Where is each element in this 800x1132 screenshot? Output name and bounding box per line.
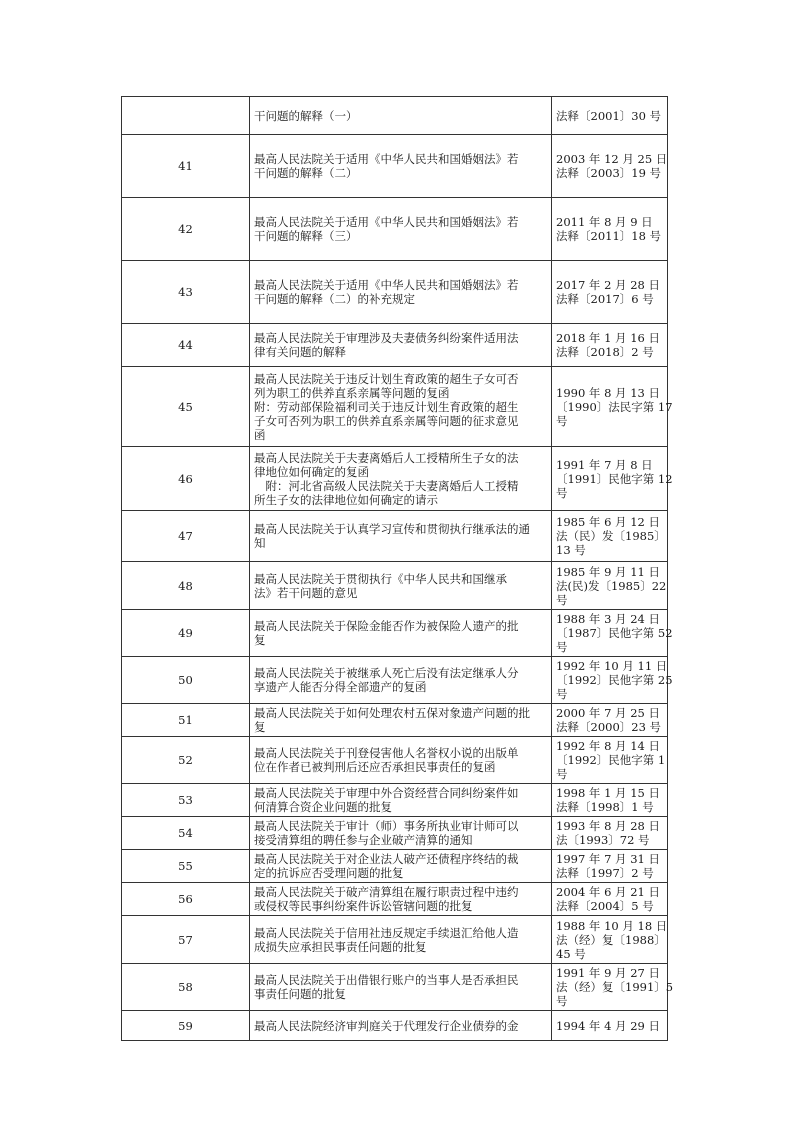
date-line: 号 bbox=[556, 640, 568, 654]
row-number: 55 bbox=[122, 850, 250, 883]
table-row bbox=[122, 850, 668, 883]
document-title bbox=[250, 1011, 552, 1041]
date-and-doc-number bbox=[552, 447, 673, 511]
title-line: 最高人民法院关于对企业法人破产还债程序终结的裁 bbox=[254, 852, 519, 866]
title-line: 最高人民法院关于信用社违反规定手续退汇给他人造 bbox=[254, 925, 519, 940]
document-title bbox=[250, 850, 552, 883]
title-line: 律地位如何确定的复函 bbox=[254, 464, 369, 479]
title-line: 最高人民法院关于贯彻执行《中华人民共和国继承 bbox=[254, 571, 507, 586]
row-number bbox=[122, 97, 250, 135]
title-line: 最高人民法院关于违反计划生育政策的超生子女可否 bbox=[254, 371, 519, 386]
date-and-doc-number bbox=[552, 737, 668, 784]
document-title bbox=[250, 784, 552, 817]
date-line: 法(民)发〔1985〕22 bbox=[556, 578, 667, 593]
table-row bbox=[122, 562, 668, 610]
date-and-doc-number bbox=[552, 511, 668, 562]
date-line: 法释〔2004〕5 号 bbox=[556, 899, 654, 913]
row-number: 49 bbox=[122, 610, 250, 657]
date-line: 2004 年 6 月 21 日 bbox=[556, 885, 660, 899]
document-title bbox=[250, 883, 552, 916]
date-line: 1992 年 8 月 14 日 bbox=[556, 739, 660, 753]
table-row bbox=[122, 1011, 668, 1041]
document-title bbox=[250, 610, 552, 657]
title-line: 定的抗诉应否受理问题的批复 bbox=[254, 866, 404, 880]
date-line: 法释〔2001〕30 号 bbox=[556, 108, 662, 123]
title-line: 最高人民法院关于破产清算组在履行职责过程中违约 bbox=[254, 885, 519, 899]
row-number: 44 bbox=[122, 324, 250, 367]
row-number: 45 bbox=[122, 367, 250, 447]
title-line: 子女可否列为职工的供养直系亲属等问题的征求意见 bbox=[254, 413, 519, 428]
table-row bbox=[122, 97, 668, 135]
table-row bbox=[122, 704, 668, 737]
title-line: 最高人民法院关于出借银行账户的当事人是否承担民 bbox=[254, 973, 519, 987]
date-line: 1991 年 9 月 27 日 bbox=[556, 966, 660, 980]
date-and-doc-number bbox=[552, 850, 668, 883]
row-number: 47 bbox=[122, 511, 250, 562]
document-title bbox=[250, 916, 552, 964]
date-and-doc-number bbox=[552, 916, 668, 964]
date-line: 号 bbox=[556, 485, 568, 500]
table-row bbox=[122, 447, 668, 511]
row-number: 53 bbox=[122, 784, 250, 817]
document-title bbox=[250, 817, 552, 850]
date-line: 〔1990〕法民字第 17 bbox=[556, 399, 673, 414]
title-line: 最高人民法院关于认真学习宣传和贯彻执行继承法的通 bbox=[254, 522, 530, 536]
table-body bbox=[122, 97, 674, 1041]
date-line: 号 bbox=[556, 592, 568, 607]
title-line: 事责任问题的批复 bbox=[254, 987, 346, 1001]
date-line: 1988 年 10 月 18 日 bbox=[556, 918, 668, 933]
date-line: 1994 年 4 月 29 日 bbox=[556, 1018, 660, 1033]
document-title bbox=[250, 737, 552, 784]
date-and-doc-number bbox=[552, 367, 673, 447]
title-line: 或侵权等民事纠纷案件诉讼管辖问题的批复 bbox=[254, 899, 473, 913]
title-line: 干问题的解释（二） bbox=[254, 166, 358, 180]
date-line: 1992 年 10 月 11 日 bbox=[556, 659, 668, 673]
document-title bbox=[250, 261, 552, 324]
title-line: 附：河北省高级人民法院关于夫妻离婚后人工授精 bbox=[254, 478, 519, 493]
date-line: 法（民）发〔1985〕 bbox=[556, 529, 666, 543]
date-line: 2000 年 7 月 25 日 bbox=[556, 706, 660, 720]
table-row bbox=[122, 817, 668, 850]
date-line: 2017 年 2 月 28 日 bbox=[556, 278, 660, 292]
date-and-doc-number bbox=[552, 817, 668, 850]
date-line: 13 号 bbox=[556, 543, 586, 557]
table-row bbox=[122, 916, 668, 964]
title-line: 接受清算组的聘任参与企业破产清算的通知 bbox=[254, 833, 473, 847]
date-and-doc-number bbox=[552, 562, 668, 610]
date-line: 〔1992〕民他字第 25 bbox=[556, 673, 673, 687]
document-title bbox=[250, 704, 552, 737]
date-line: 号 bbox=[556, 413, 568, 428]
row-number: 59 bbox=[122, 1011, 250, 1041]
title-line: 最高人民法院关于适用《中华人民共和国婚姻法》若 bbox=[254, 278, 519, 292]
table-row bbox=[122, 737, 668, 784]
date-line: 法〔1993〕72 号 bbox=[556, 833, 650, 847]
date-line: 1993 年 8 月 28 日 bbox=[556, 819, 660, 833]
date-line: 2003 年 12 月 25 日 bbox=[556, 152, 668, 166]
title-line: 何清算合资企业问题的批复 bbox=[254, 800, 392, 814]
date-line: 1985 年 6 月 12 日 bbox=[556, 515, 660, 529]
title-line: 干问题的解释（一） bbox=[254, 108, 358, 123]
document-title bbox=[250, 367, 552, 447]
document-title bbox=[250, 511, 552, 562]
table-row bbox=[122, 883, 668, 916]
date-line: 法释〔2003〕19 号 bbox=[556, 166, 662, 180]
date-line: 〔1991〕民他字第 12 bbox=[556, 471, 673, 486]
title-line: 最高人民法院关于审计（师）事务所执业审计师可以 bbox=[254, 819, 519, 833]
title-line: 最高人民法院关于夫妻离婚后人工授精所生子女的法 bbox=[254, 450, 519, 465]
title-line: 成损失应承担民事责任问题的批复 bbox=[254, 939, 427, 954]
date-and-doc-number bbox=[552, 324, 668, 367]
document-title bbox=[250, 562, 552, 610]
document-title bbox=[250, 657, 552, 704]
date-line: 法释〔2017〕6 号 bbox=[556, 292, 654, 306]
row-number: 41 bbox=[122, 135, 250, 198]
table-row bbox=[122, 511, 668, 562]
title-line: 最高人民法院经济审判庭关于代理发行企业债券的金 bbox=[254, 1018, 519, 1033]
title-line: 位在作者已被判刑后还应否承担民事责任的复函 bbox=[254, 760, 496, 774]
table-row bbox=[122, 367, 668, 447]
title-line: 附：劳动部保险福利司关于违反计划生育政策的超生 bbox=[254, 399, 519, 414]
row-number: 58 bbox=[122, 964, 250, 1011]
regulation-table bbox=[121, 96, 674, 1041]
row-number: 48 bbox=[122, 562, 250, 610]
row-number: 50 bbox=[122, 657, 250, 704]
table-row bbox=[122, 135, 668, 198]
table-row bbox=[122, 964, 668, 1011]
document-title bbox=[250, 135, 552, 198]
title-line: 最高人民法院关于如何处理农村五保对象遗产问题的批 bbox=[254, 706, 530, 720]
date-and-doc-number bbox=[552, 198, 668, 261]
date-line: 号 bbox=[556, 994, 568, 1008]
row-number: 51 bbox=[122, 704, 250, 737]
date-and-doc-number bbox=[552, 97, 668, 135]
title-line: 干问题的解释（三） bbox=[254, 229, 358, 243]
title-line: 最高人民法院关于审理涉及夫妻债务纠纷案件适用法 bbox=[254, 331, 519, 345]
title-line: 律有关问题的解释 bbox=[254, 345, 346, 359]
title-line: 最高人民法院关于被继承人死亡后没有法定继承人分 bbox=[254, 666, 519, 680]
title-line: 最高人民法院关于适用《中华人民共和国婚姻法》若 bbox=[254, 215, 519, 229]
title-line: 函 bbox=[254, 427, 266, 442]
row-number: 42 bbox=[122, 198, 250, 261]
row-number: 52 bbox=[122, 737, 250, 784]
row-number: 54 bbox=[122, 817, 250, 850]
table-row bbox=[122, 657, 668, 704]
title-line: 最高人民法院关于刊登侵害他人名誉权小说的出版单 bbox=[254, 746, 519, 760]
date-line: 法释〔2011〕18 号 bbox=[556, 229, 662, 243]
table-row bbox=[122, 198, 668, 261]
date-line: 45 号 bbox=[556, 946, 586, 961]
document-title bbox=[250, 447, 552, 511]
date-and-doc-number bbox=[552, 704, 668, 737]
date-line: 法（经）复〔1991〕5 bbox=[556, 980, 674, 994]
row-number: 57 bbox=[122, 916, 250, 964]
date-and-doc-number bbox=[552, 135, 668, 198]
table-row bbox=[122, 324, 668, 367]
table-row bbox=[122, 261, 668, 324]
date-line: 法释〔1997〕2 号 bbox=[556, 866, 654, 880]
date-line: 号 bbox=[556, 687, 568, 701]
row-number: 56 bbox=[122, 883, 250, 916]
date-line: 号 bbox=[556, 767, 568, 781]
table-row bbox=[122, 784, 668, 817]
row-number: 43 bbox=[122, 261, 250, 324]
date-line: 法释〔2000〕23 号 bbox=[556, 720, 662, 734]
date-and-doc-number bbox=[552, 261, 668, 324]
date-line: 1998 年 1 月 15 日 bbox=[556, 786, 660, 800]
row-number: 46 bbox=[122, 447, 250, 511]
document-title bbox=[250, 324, 552, 367]
title-line: 所生子女的法律地位如何确定的请示 bbox=[254, 492, 438, 507]
title-line: 享遗产人能否分得全部遗产的复函 bbox=[254, 680, 427, 694]
title-line: 最高人民法院关于审理中外合资经营合同纠纷案件如 bbox=[254, 786, 519, 800]
title-line: 最高人民法院关于保险金能否作为被保险人遗产的批 bbox=[254, 619, 519, 633]
title-line: 干问题的解释（二）的补充规定 bbox=[254, 292, 415, 306]
title-line: 法》若干问题的意见 bbox=[254, 585, 358, 600]
date-and-doc-number bbox=[552, 883, 668, 916]
date-and-doc-number bbox=[552, 610, 673, 657]
date-and-doc-number bbox=[552, 964, 674, 1011]
date-line: 〔1987〕民他字第 52 bbox=[556, 626, 673, 640]
date-and-doc-number bbox=[552, 1011, 668, 1041]
document-title bbox=[250, 964, 552, 1011]
table-row bbox=[122, 610, 668, 657]
date-line: 2011 年 8 月 9 日 bbox=[556, 215, 653, 229]
date-line: 1988 年 3 月 24 日 bbox=[556, 612, 660, 626]
date-line: 法释〔1998〕1 号 bbox=[556, 800, 654, 814]
date-line: 2018 年 1 月 16 日 bbox=[556, 331, 660, 345]
title-line: 知 bbox=[254, 536, 266, 550]
date-and-doc-number bbox=[552, 784, 668, 817]
title-line: 最高人民法院关于适用《中华人民共和国婚姻法》若 bbox=[254, 152, 519, 166]
date-line: 法释〔2018〕2 号 bbox=[556, 345, 654, 359]
date-line: 1990 年 8 月 13 日 bbox=[556, 385, 660, 400]
date-line: 〔1992〕民他字第 1 bbox=[556, 753, 666, 767]
date-line: 1985 年 9 月 11 日 bbox=[556, 564, 660, 579]
date-and-doc-number bbox=[552, 657, 673, 704]
date-line: 1997 年 7 月 31 日 bbox=[556, 852, 660, 866]
document-title bbox=[250, 97, 552, 135]
date-line: 法（经）复〔1988〕 bbox=[556, 932, 666, 947]
title-line: 复 bbox=[254, 720, 266, 734]
document-title bbox=[250, 198, 552, 261]
date-line: 1991 年 7 月 8 日 bbox=[556, 457, 653, 472]
title-line: 列为职工的供养直系亲属等问题的复函 bbox=[254, 385, 450, 400]
title-line: 复 bbox=[254, 633, 266, 647]
